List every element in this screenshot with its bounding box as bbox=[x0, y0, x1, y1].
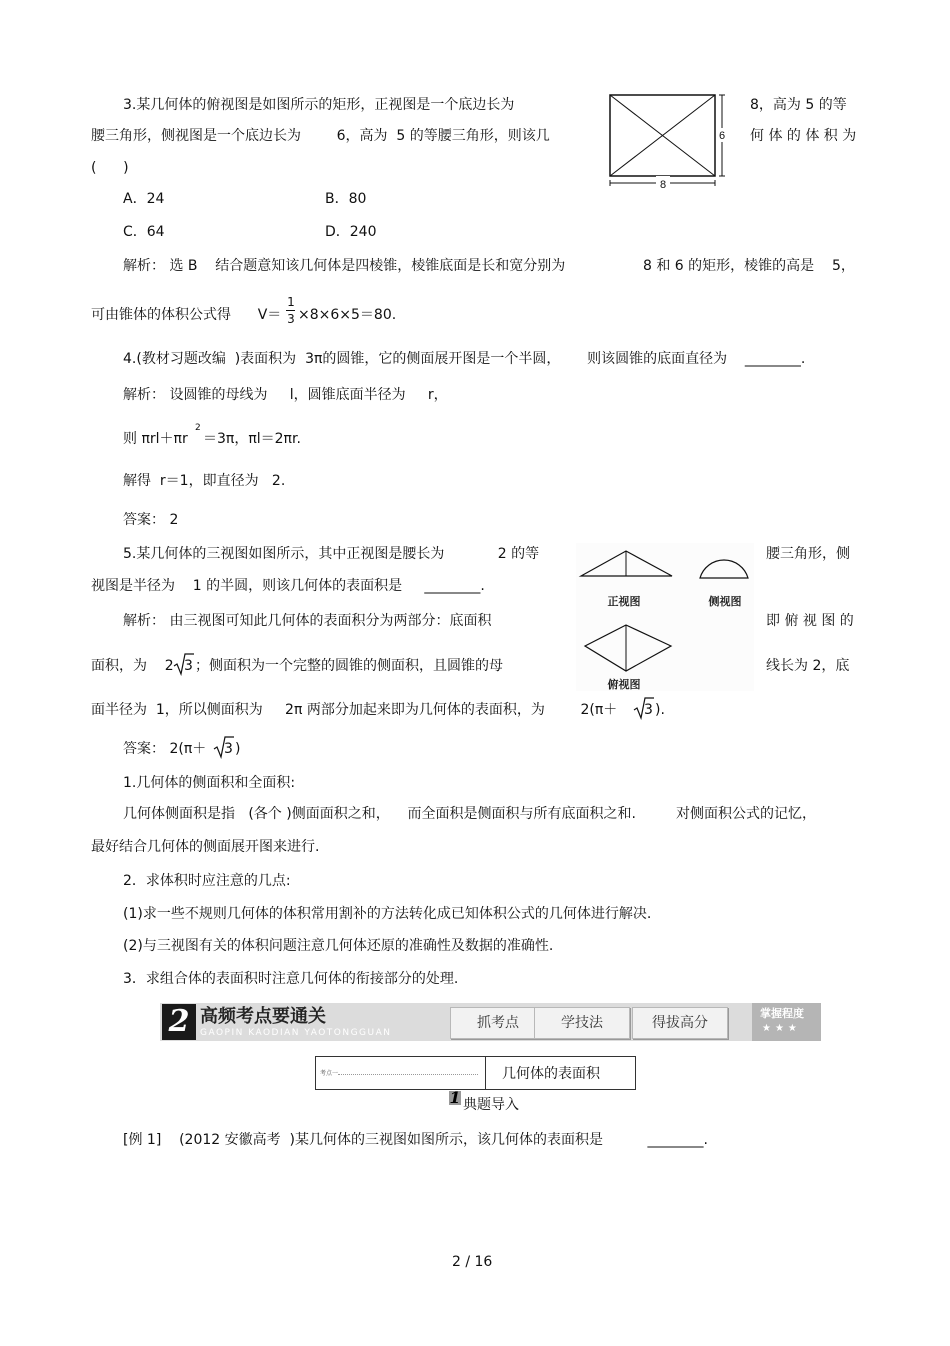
fraction-numerator: 1 bbox=[287, 295, 295, 309]
q5-line2: 视图是半径为 1 的半圆，则该几何体的表面积是 ________. bbox=[91, 578, 485, 594]
note-2-item-2: (2)与三视图有关的体积问题注意几何体还原的准确性及数据的准确性. bbox=[123, 938, 554, 954]
q3-solution-line1: 解析： 选 B 结合题意知该几何体是四棱锥，棱锥底面是长和宽分别为 bbox=[123, 258, 566, 274]
section-title: 高频考点要通关 bbox=[200, 1006, 326, 1027]
q4-solution-3: 解得 r＝1，即直径为 2. bbox=[123, 473, 286, 489]
q5-line1-right: 腰三角形，侧 bbox=[766, 546, 850, 562]
note-1-body-2: 最好结合几何体的侧面展开图来进行. bbox=[91, 839, 320, 855]
q5-top-view-label: 俯视图 bbox=[607, 678, 641, 691]
q3-option-b: B．80 bbox=[325, 191, 367, 207]
topic-title: 几何体的表面积 bbox=[502, 1066, 600, 1082]
q3-option-c: C．64 bbox=[123, 224, 165, 240]
star-rating-icon: ★★★ bbox=[762, 1023, 801, 1034]
q5-line1: 5.某几何体的三视图如图所示，其中正视图是腰长为 2 的等 bbox=[123, 546, 540, 562]
note-1-body-1: 几何体侧面积是指 (各个 )侧面面积之和， 而全面积是侧面积与所有底面积之和. 对侧面积公式的记忆， bbox=[123, 806, 817, 822]
tab-key-points[interactable]: 抓考点 bbox=[450, 1007, 546, 1039]
q3-solution-line2: 可由锥体的体积公式得 V＝ bbox=[91, 307, 282, 323]
q5-solution-2-right: 线长为 2，底 bbox=[766, 658, 850, 674]
example-1: [例 1] (2012 安徽高考 )某几何体的三视图如图所示，该几何体的表面积是 ________. bbox=[123, 1132, 708, 1148]
q4-superscript: 2 bbox=[195, 423, 201, 433]
q3-solution-line2-b: ×8×6×5＝80. bbox=[298, 307, 397, 323]
q3-line1: 3.某几何体的俯视图是如图所示的矩形，正视图是一个底边长为 bbox=[123, 97, 515, 113]
section-banner bbox=[160, 1003, 821, 1041]
q3-fig-label-8: 8 bbox=[659, 179, 667, 191]
q5-three-views-figure bbox=[576, 543, 754, 691]
q5-answer-b: ) bbox=[235, 741, 241, 757]
dotted-divider bbox=[338, 1074, 478, 1075]
note-1-title: 1.几何体的侧面积和全面积: bbox=[123, 775, 296, 791]
q3-fig-label-6: 6 bbox=[718, 130, 726, 142]
topic-mini-label: 考点一 bbox=[320, 1070, 339, 1077]
q4-solution-1: 解析： 设圆锥的母线为 l，圆锥底面半径为 r， bbox=[123, 387, 448, 403]
topic-intro-label: 典题导入 bbox=[463, 1097, 519, 1113]
q4-solution-2-b: ＝3π，πl＝2πr. bbox=[203, 431, 301, 447]
q5-solution-1: 解析： 由三视图可知此几何体的表面积分为两部分：底面积 bbox=[123, 613, 492, 629]
q3-paren: ( ) bbox=[91, 160, 129, 176]
mastery-level-box bbox=[752, 1003, 821, 1041]
q4-answer: 答案： 2 bbox=[123, 512, 179, 528]
note-2-item-1: (1)求一些不规则几何体的体积常用割补的方法转化成已知体积公式的几何体进行解决. bbox=[123, 906, 652, 922]
note-3: 3．求组合体的表面积时注意几何体的衔接部分的处理. bbox=[123, 971, 459, 987]
tab-high-score[interactable]: 得拔高分 bbox=[632, 1007, 728, 1039]
section-subtitle: GAOPIN KAODIAN YAOTONGGUAN bbox=[200, 1028, 392, 1038]
fraction-denominator: 3 bbox=[287, 312, 295, 326]
q4-line1: 4.(教材习题改编 )表面积为 3π的圆锥，它的侧面展开图是一个半圆， 则该圆锥的底面直径为 ________. bbox=[123, 351, 806, 367]
q3-option-a: A．24 bbox=[123, 191, 165, 207]
mastery-label: 掌握程度 bbox=[760, 1007, 804, 1020]
q5-front-view-label: 正视图 bbox=[607, 595, 641, 608]
section-number-badge: 2 bbox=[162, 1004, 196, 1040]
topic-label-cell bbox=[316, 1057, 486, 1089]
q5-solution-2: 面积，为 2 bbox=[91, 658, 174, 674]
q3-top-view-figure bbox=[604, 92, 730, 192]
q5-solution-1-right: 即 俯 视 图 的 bbox=[766, 613, 854, 629]
q5-answer-sqrt: 3 bbox=[224, 741, 233, 757]
q5-solution-2-sqrt: 3 bbox=[184, 658, 193, 674]
q5-solution-3-b: ). bbox=[655, 702, 665, 718]
number-one-icon: 1 bbox=[449, 1088, 461, 1107]
q3-line2: 腰三角形，侧视图是一个底边长为 6，高为 5 的等腰三角形，则该几 bbox=[91, 128, 550, 144]
q5-side-view-label: 侧视图 bbox=[708, 595, 742, 608]
q3-option-d: D．240 bbox=[325, 224, 377, 240]
q5-solution-3: 面半径为 1，所以侧面积为 2π 两部分加起来即为几何体的表面积，为 2(π＋ bbox=[91, 702, 618, 718]
fraction-bar bbox=[286, 310, 295, 311]
q5-answer: 答案： 2(π＋ bbox=[123, 741, 207, 757]
tab-learn-skills[interactable]: 学技法 bbox=[534, 1007, 630, 1039]
q3-line1-right: 8，高为 5 的等 bbox=[750, 97, 847, 113]
q3-line2-right: 何 体 的 体 积 为 bbox=[750, 128, 857, 144]
q4-solution-2: 则 πrl＋πr bbox=[123, 431, 188, 447]
page-number: 2 / 16 bbox=[452, 1254, 493, 1270]
q5-solution-2-b: ；侧面积为一个完整的圆锥的侧面积，且圆锥的母 bbox=[195, 658, 503, 674]
topic-header-box bbox=[315, 1056, 636, 1090]
q3-solution-line1-right: 8 和 6 的矩形，棱锥的高是 5， bbox=[643, 258, 855, 274]
q5-solution-3-sqrt: 3 bbox=[644, 702, 653, 718]
note-2-title: 2．求体积时应注意的几点: bbox=[123, 873, 291, 889]
